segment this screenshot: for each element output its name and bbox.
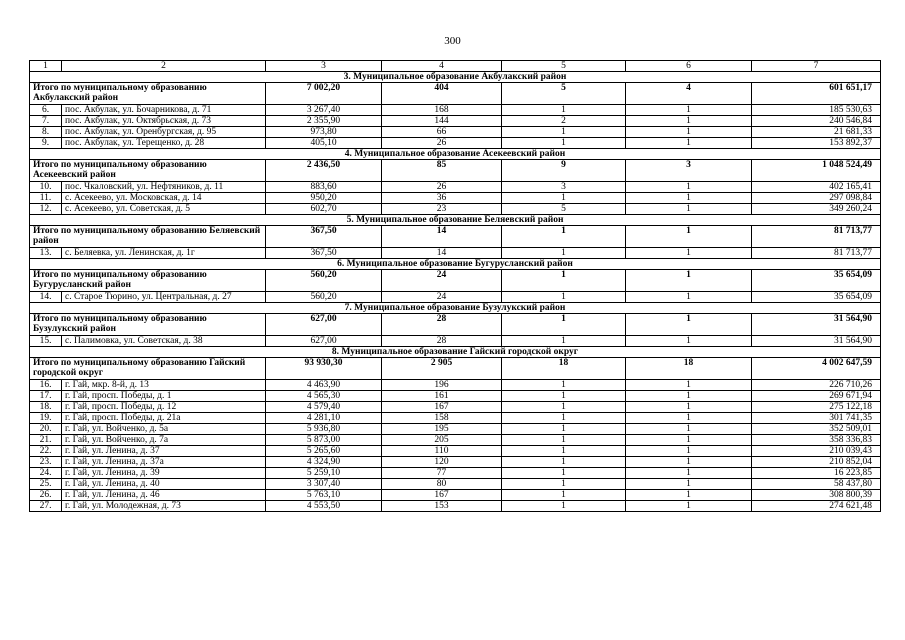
section-title: 8. Муниципальное образование Гайский городской округ — [30, 347, 881, 358]
row-col5: 1 — [502, 380, 626, 391]
row-cost: 16 223,85 — [752, 468, 881, 479]
column-header: 6 — [626, 61, 752, 72]
row-cost: 21 681,33 — [752, 127, 881, 138]
table-row — [30, 336, 881, 347]
row-residents: 120 — [382, 457, 502, 468]
row-residents: 167 — [382, 490, 502, 501]
row-number: 14. — [30, 292, 62, 303]
row-number: 8. — [30, 127, 62, 138]
total-row — [30, 314, 881, 336]
row-col5: 1 — [502, 336, 626, 347]
row-residents: 23 — [382, 204, 502, 215]
row-number: 17. — [30, 391, 62, 402]
total-cost: 31 564,90 — [752, 314, 881, 336]
row-cost: 274 621,48 — [752, 501, 881, 512]
row-col6: 1 — [626, 138, 752, 149]
row-col6: 1 — [626, 182, 752, 193]
row-address: с. Старое Тюрино, ул. Центральная, д. 27 — [62, 292, 266, 303]
row-residents: 168 — [382, 105, 502, 116]
row-col6: 1 — [626, 468, 752, 479]
row-number: 6. — [30, 105, 62, 116]
row-col5: 1 — [502, 292, 626, 303]
row-residents: 26 — [382, 138, 502, 149]
row-residents: 158 — [382, 413, 502, 424]
row-address: г. Гай, ул. Ленина, д. 39 — [62, 468, 266, 479]
total-area: 627,00 — [266, 314, 382, 336]
row-residents: 36 — [382, 193, 502, 204]
total-row — [30, 270, 881, 292]
total-area: 93 930,30 — [266, 358, 382, 380]
row-col5: 1 — [502, 479, 626, 490]
row-cost: 301 741,35 — [752, 413, 881, 424]
row-address: г. Гай, ул. Молодежная, д. 73 — [62, 501, 266, 512]
row-number: 15. — [30, 336, 62, 347]
row-col6: 1 — [626, 479, 752, 490]
row-area: 950,20 — [266, 193, 382, 204]
table-row — [30, 402, 881, 413]
row-col5: 3 — [502, 182, 626, 193]
table-row — [30, 479, 881, 490]
row-col6: 1 — [626, 490, 752, 501]
row-area: 2 355,90 — [266, 116, 382, 127]
total-residents: 28 — [382, 314, 502, 336]
row-col5: 2 — [502, 116, 626, 127]
row-number: 12. — [30, 204, 62, 215]
table-row — [30, 105, 881, 116]
row-col5: 1 — [502, 105, 626, 116]
table-row — [30, 204, 881, 215]
row-cost: 240 546,84 — [752, 116, 881, 127]
row-col5: 1 — [502, 468, 626, 479]
row-col5: 1 — [502, 248, 626, 259]
row-col5: 1 — [502, 127, 626, 138]
row-area: 3 307,40 — [266, 479, 382, 490]
table-row — [30, 501, 881, 512]
total-label: Итого по муниципальному образованию Акбулакский район — [30, 83, 266, 105]
row-residents: 167 — [382, 402, 502, 413]
total-row — [30, 160, 881, 182]
section-title-row — [30, 303, 881, 314]
row-col6: 1 — [626, 204, 752, 215]
row-col6: 1 — [626, 391, 752, 402]
row-number: 24. — [30, 468, 62, 479]
row-col6: 1 — [626, 380, 752, 391]
total-label: Итого по муниципальному образованию Беляевский район — [30, 226, 266, 248]
table-row — [30, 380, 881, 391]
row-number: 7. — [30, 116, 62, 127]
table-row — [30, 424, 881, 435]
row-address: пос. Акбулак, ул. Октябрьская, д. 73 — [62, 116, 266, 127]
row-col5: 5 — [502, 204, 626, 215]
row-col6: 1 — [626, 413, 752, 424]
row-address: г. Гай, ул. Ленина, д. 37а — [62, 457, 266, 468]
row-residents: 26 — [382, 182, 502, 193]
section-title-row — [30, 259, 881, 270]
row-address: г. Гай, ул. Войченко, д. 7а — [62, 435, 266, 446]
total-area: 2 436,50 — [266, 160, 382, 182]
row-number: 16. — [30, 380, 62, 391]
section-title: 6. Муниципальное образование Бугурусланский район — [30, 259, 881, 270]
total-col6: 1 — [626, 270, 752, 292]
row-area: 627,00 — [266, 336, 382, 347]
row-address: пос. Акбулак, ул. Оренбургская, д. 95 — [62, 127, 266, 138]
total-cost: 601 651,17 — [752, 83, 881, 105]
row-residents: 195 — [382, 424, 502, 435]
table-row — [30, 490, 881, 501]
column-header: 3 — [266, 61, 382, 72]
row-residents: 28 — [382, 336, 502, 347]
total-area: 7 002,20 — [266, 83, 382, 105]
row-cost: 185 530,63 — [752, 105, 881, 116]
row-address: с. Беляевка, ул. Ленинская, д. 1г — [62, 248, 266, 259]
total-residents: 14 — [382, 226, 502, 248]
row-address: г. Гай, просп. Победы, д. 21а — [62, 413, 266, 424]
row-number: 21. — [30, 435, 62, 446]
row-col5: 1 — [502, 193, 626, 204]
row-address: г. Гай, просп. Победы, д. 1 — [62, 391, 266, 402]
row-cost: 31 564,90 — [752, 336, 881, 347]
row-address: пос. Акбулак, ул. Бочарникова, д. 71 — [62, 105, 266, 116]
total-col6: 3 — [626, 160, 752, 182]
row-area: 405,10 — [266, 138, 382, 149]
table-row — [30, 413, 881, 424]
row-col6: 1 — [626, 446, 752, 457]
row-residents: 196 — [382, 380, 502, 391]
row-col6: 1 — [626, 435, 752, 446]
row-area: 602,70 — [266, 204, 382, 215]
total-col5: 5 — [502, 83, 626, 105]
row-residents: 77 — [382, 468, 502, 479]
column-header: 1 — [30, 61, 62, 72]
row-cost: 153 892,37 — [752, 138, 881, 149]
table-row — [30, 116, 881, 127]
row-cost: 58 437,80 — [752, 479, 881, 490]
row-col6: 1 — [626, 105, 752, 116]
total-residents: 2 905 — [382, 358, 502, 380]
row-number: 27. — [30, 501, 62, 512]
row-residents: 14 — [382, 248, 502, 259]
total-row — [30, 83, 881, 105]
row-address: г. Гай, просп. Победы, д. 12 — [62, 402, 266, 413]
row-area: 560,20 — [266, 292, 382, 303]
row-area: 4 324,90 — [266, 457, 382, 468]
row-area: 5 259,10 — [266, 468, 382, 479]
row-area: 4 565,30 — [266, 391, 382, 402]
row-cost: 349 260,24 — [752, 204, 881, 215]
row-address: г. Гай, мкр. 8-й, д. 13 — [62, 380, 266, 391]
row-col5: 1 — [502, 501, 626, 512]
table-row — [30, 138, 881, 149]
total-label: Итого по муниципальному образованию Бугурусланский район — [30, 270, 266, 292]
section-title: 5. Муниципальное образование Беляевский район — [30, 215, 881, 226]
row-area: 3 267,40 — [266, 105, 382, 116]
row-cost: 226 710,26 — [752, 380, 881, 391]
total-col5: 9 — [502, 160, 626, 182]
row-area: 5 265,60 — [266, 446, 382, 457]
row-area: 5 763,10 — [266, 490, 382, 501]
section-title: 4. Муниципальное образование Асекеевский район — [30, 149, 881, 160]
total-residents: 404 — [382, 83, 502, 105]
row-number: 11. — [30, 193, 62, 204]
row-col6: 1 — [626, 292, 752, 303]
row-col6: 1 — [626, 501, 752, 512]
total-residents: 85 — [382, 160, 502, 182]
row-cost: 210 852,04 — [752, 457, 881, 468]
total-row — [30, 358, 881, 380]
table-row — [30, 182, 881, 193]
row-address: пос. Чкаловский, ул. Нефтяников, д. 11 — [62, 182, 266, 193]
column-header: 4 — [382, 61, 502, 72]
total-area: 560,20 — [266, 270, 382, 292]
total-cost: 81 713,77 — [752, 226, 881, 248]
table-row — [30, 435, 881, 446]
row-col5: 1 — [502, 391, 626, 402]
total-col6: 1 — [626, 314, 752, 336]
row-area: 5 873,00 — [266, 435, 382, 446]
row-col5: 1 — [502, 424, 626, 435]
row-cost: 297 098,84 — [752, 193, 881, 204]
row-residents: 144 — [382, 116, 502, 127]
row-col6: 1 — [626, 402, 752, 413]
row-col5: 1 — [502, 446, 626, 457]
row-residents: 161 — [382, 391, 502, 402]
row-area: 4 463,90 — [266, 380, 382, 391]
row-residents: 153 — [382, 501, 502, 512]
table-row — [30, 468, 881, 479]
row-number: 23. — [30, 457, 62, 468]
page-number: 300 — [444, 35, 461, 47]
section-title-row — [30, 215, 881, 226]
row-area: 973,80 — [266, 127, 382, 138]
row-area: 4 553,50 — [266, 501, 382, 512]
row-cost: 358 336,83 — [752, 435, 881, 446]
row-number: 25. — [30, 479, 62, 490]
table-row — [30, 248, 881, 259]
row-cost: 352 509,01 — [752, 424, 881, 435]
row-residents: 80 — [382, 479, 502, 490]
table-row — [30, 391, 881, 402]
row-number: 13. — [30, 248, 62, 259]
row-col6: 1 — [626, 457, 752, 468]
total-col5: 1 — [502, 270, 626, 292]
row-address: г. Гай, ул. Войченко, д. 5а — [62, 424, 266, 435]
total-residents: 24 — [382, 270, 502, 292]
row-cost: 35 654,09 — [752, 292, 881, 303]
row-residents: 110 — [382, 446, 502, 457]
data-table — [29, 60, 881, 512]
row-col6: 1 — [626, 116, 752, 127]
row-col5: 1 — [502, 490, 626, 501]
row-area: 883,60 — [266, 182, 382, 193]
row-address: с. Асекеево, ул. Советская, д. 5 — [62, 204, 266, 215]
table-row — [30, 446, 881, 457]
row-area: 4 579,40 — [266, 402, 382, 413]
section-title-row — [30, 149, 881, 160]
section-title-row — [30, 72, 881, 83]
table-row — [30, 193, 881, 204]
column-header: 7 — [752, 61, 881, 72]
row-col5: 1 — [502, 435, 626, 446]
row-number: 9. — [30, 138, 62, 149]
row-address: пос. Акбулак, ул. Терещенко, д. 28 — [62, 138, 266, 149]
section-title: 3. Муниципальное образование Акбулакский район — [30, 72, 881, 83]
row-address: г. Гай, ул. Ленина, д. 46 — [62, 490, 266, 501]
row-cost: 402 165,41 — [752, 182, 881, 193]
row-col5: 1 — [502, 138, 626, 149]
row-number: 18. — [30, 402, 62, 413]
table-row — [30, 457, 881, 468]
column-header: 2 — [62, 61, 266, 72]
row-number: 10. — [30, 182, 62, 193]
row-residents: 24 — [382, 292, 502, 303]
table-body — [30, 61, 881, 512]
total-col6: 1 — [626, 226, 752, 248]
table-row — [30, 127, 881, 138]
row-cost: 269 671,94 — [752, 391, 881, 402]
row-cost: 275 122,18 — [752, 402, 881, 413]
total-cost: 35 654,09 — [752, 270, 881, 292]
total-col6: 18 — [626, 358, 752, 380]
row-address: с. Асекеево, ул. Московская, д. 14 — [62, 193, 266, 204]
row-residents: 205 — [382, 435, 502, 446]
row-col5: 1 — [502, 457, 626, 468]
column-header-row — [30, 61, 881, 72]
total-label: Итого по муниципальному образованию Бузулукский район — [30, 314, 266, 336]
row-number: 26. — [30, 490, 62, 501]
row-address: г. Гай, ул. Ленина, д. 40 — [62, 479, 266, 490]
row-cost: 210 039,43 — [752, 446, 881, 457]
total-col5: 18 — [502, 358, 626, 380]
row-number: 20. — [30, 424, 62, 435]
row-area: 5 936,80 — [266, 424, 382, 435]
row-address: с. Палимовка, ул. Советская, д. 38 — [62, 336, 266, 347]
row-col6: 1 — [626, 424, 752, 435]
table-row — [30, 292, 881, 303]
row-cost: 308 800,39 — [752, 490, 881, 501]
section-title-row — [30, 347, 881, 358]
row-col6: 1 — [626, 336, 752, 347]
total-cost: 4 002 647,59 — [752, 358, 881, 380]
total-area: 367,50 — [266, 226, 382, 248]
row-residents: 66 — [382, 127, 502, 138]
row-col6: 1 — [626, 193, 752, 204]
row-cost: 81 713,77 — [752, 248, 881, 259]
row-col5: 1 — [502, 413, 626, 424]
row-number: 19. — [30, 413, 62, 424]
row-number: 22. — [30, 446, 62, 457]
total-cost: 1 048 524,49 — [752, 160, 881, 182]
section-title: 7. Муниципальное образование Бузулукский район — [30, 303, 881, 314]
total-label: Итого по муниципальному образованию Асекеевский район — [30, 160, 266, 182]
total-label: Итого по муниципальному образованию Гайский городской округ — [30, 358, 266, 380]
total-row — [30, 226, 881, 248]
total-col6: 4 — [626, 83, 752, 105]
column-header: 5 — [502, 61, 626, 72]
row-col6: 1 — [626, 127, 752, 138]
row-col5: 1 — [502, 402, 626, 413]
row-address: г. Гай, ул. Ленина, д. 37 — [62, 446, 266, 457]
total-col5: 1 — [502, 314, 626, 336]
row-area: 367,50 — [266, 248, 382, 259]
row-area: 4 281,10 — [266, 413, 382, 424]
total-col5: 1 — [502, 226, 626, 248]
row-col6: 1 — [626, 248, 752, 259]
